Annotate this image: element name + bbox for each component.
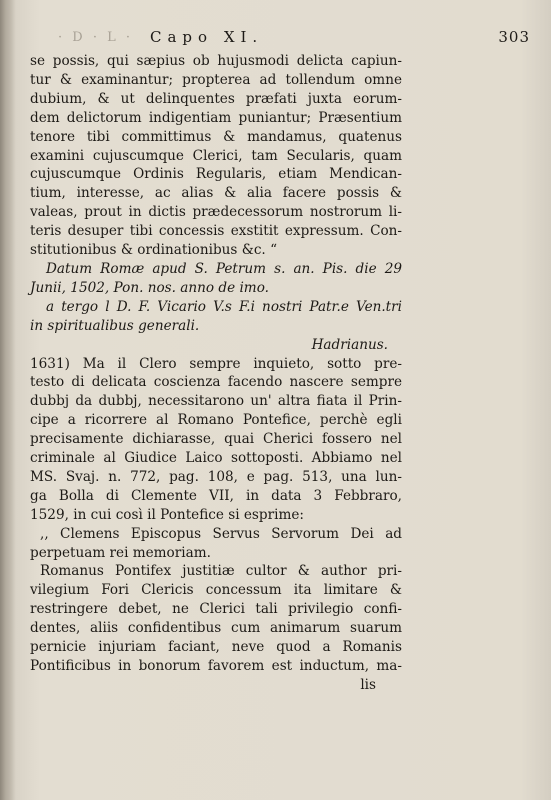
text-line: dentes, aliis confidentibus cum animarum suarum	[30, 620, 402, 637]
text-line: Pontificibus in bonorum favorem est inductum, ma-	[30, 658, 402, 674]
text-line: 1631) Ma il Clero sempre inquieto, sotto pre-	[30, 355, 402, 372]
text-line: valeas, prout in dictis prædecessorum nostrorum li-	[30, 204, 402, 221]
show-through-text: · D · L ·	[58, 30, 133, 45]
page-gutter-shadow	[0, 0, 16, 800]
text-line: cujuscumque Ordinis Regularis, etiam Mendican-	[30, 166, 402, 183]
text-line: precisamente dichiarasse, quai Cherici fossero nel	[30, 431, 402, 448]
text-line: perpetuam rei memoriam.	[30, 544, 211, 561]
page-number: 303	[498, 28, 530, 46]
text-line: dubbj da dubbj, necessitarono un' altra fiata il Prin-	[30, 393, 402, 410]
text-line: Romanus Pontifex justitiæ cultor & author pri-	[40, 563, 402, 580]
signature-line: Hadrianus.	[311, 336, 388, 353]
text-line: MS. Svaj. n. 772, pag. 108, e pag. 513, una lun-	[30, 468, 402, 485]
chapter-heading: Capo XI.	[150, 28, 264, 46]
text-line: 1529, in cui così il Pontefice si esprime:	[30, 506, 304, 523]
text-line: teris desuper tibi concessis exstitit expressum. Con-	[30, 223, 402, 240]
text-line: tenore tibi committimus & mandamus, quatenus	[30, 128, 402, 145]
text-line: dem delictorum indigentiam puniantur; Præsentium	[30, 109, 402, 126]
running-head	[30, 28, 530, 50]
text-line: tur & examinantur; propterea ad tollendum omne	[30, 71, 402, 88]
text-line: testo di delicata coscienza facendo nascere sempre	[30, 374, 402, 391]
text-line: cipe a ricorrere al Romano Pontefice, perchè egli	[30, 412, 402, 429]
text-line: dubium, & ut delinquentes præfati juxta eorum-	[30, 90, 402, 107]
datum-line: Datum Romæ apud S. Petrum s. an. Pis. die 29	[46, 260, 402, 277]
text-line: restringere debet, ne Clerici tali privilegio confi-	[30, 601, 402, 618]
catchword: lis	[360, 676, 376, 693]
text-line: criminale al Giudice Laico sottoposti. Abbiamo nel	[30, 450, 402, 467]
text-line: pernicie injuriam faciant, neve quod a Romanis	[30, 639, 402, 656]
text-line: stitutionibus & ordinationibus &c. “	[30, 242, 278, 259]
address-line: a tergo l D. F. Vicario V.s F.i nostri Patr.e Ven.tri	[46, 298, 402, 315]
text-line: tium, interesse, ac alias & alia facere possis &	[30, 185, 402, 202]
text-line: se possis, qui sæpius ob hujusmodi delicta capiun-	[30, 53, 402, 69]
text-line: vilegium Fori Clericis concessum ita limitare &	[30, 582, 402, 599]
address-line: in spiritualibus generali.	[30, 317, 200, 334]
text-line: examini cujuscumque Clerici, tam Secularis, quam	[30, 147, 402, 164]
datum-line: Junii, 1502, Pon. nos. anno de imo.	[30, 279, 269, 296]
page-body	[30, 52, 402, 695]
text-line: ,, Clemens Episcopus Servus Servorum Dei ad	[40, 525, 402, 542]
text-line: ga Bolla di Clemente VII, in data 3 Febbraro,	[30, 487, 402, 504]
